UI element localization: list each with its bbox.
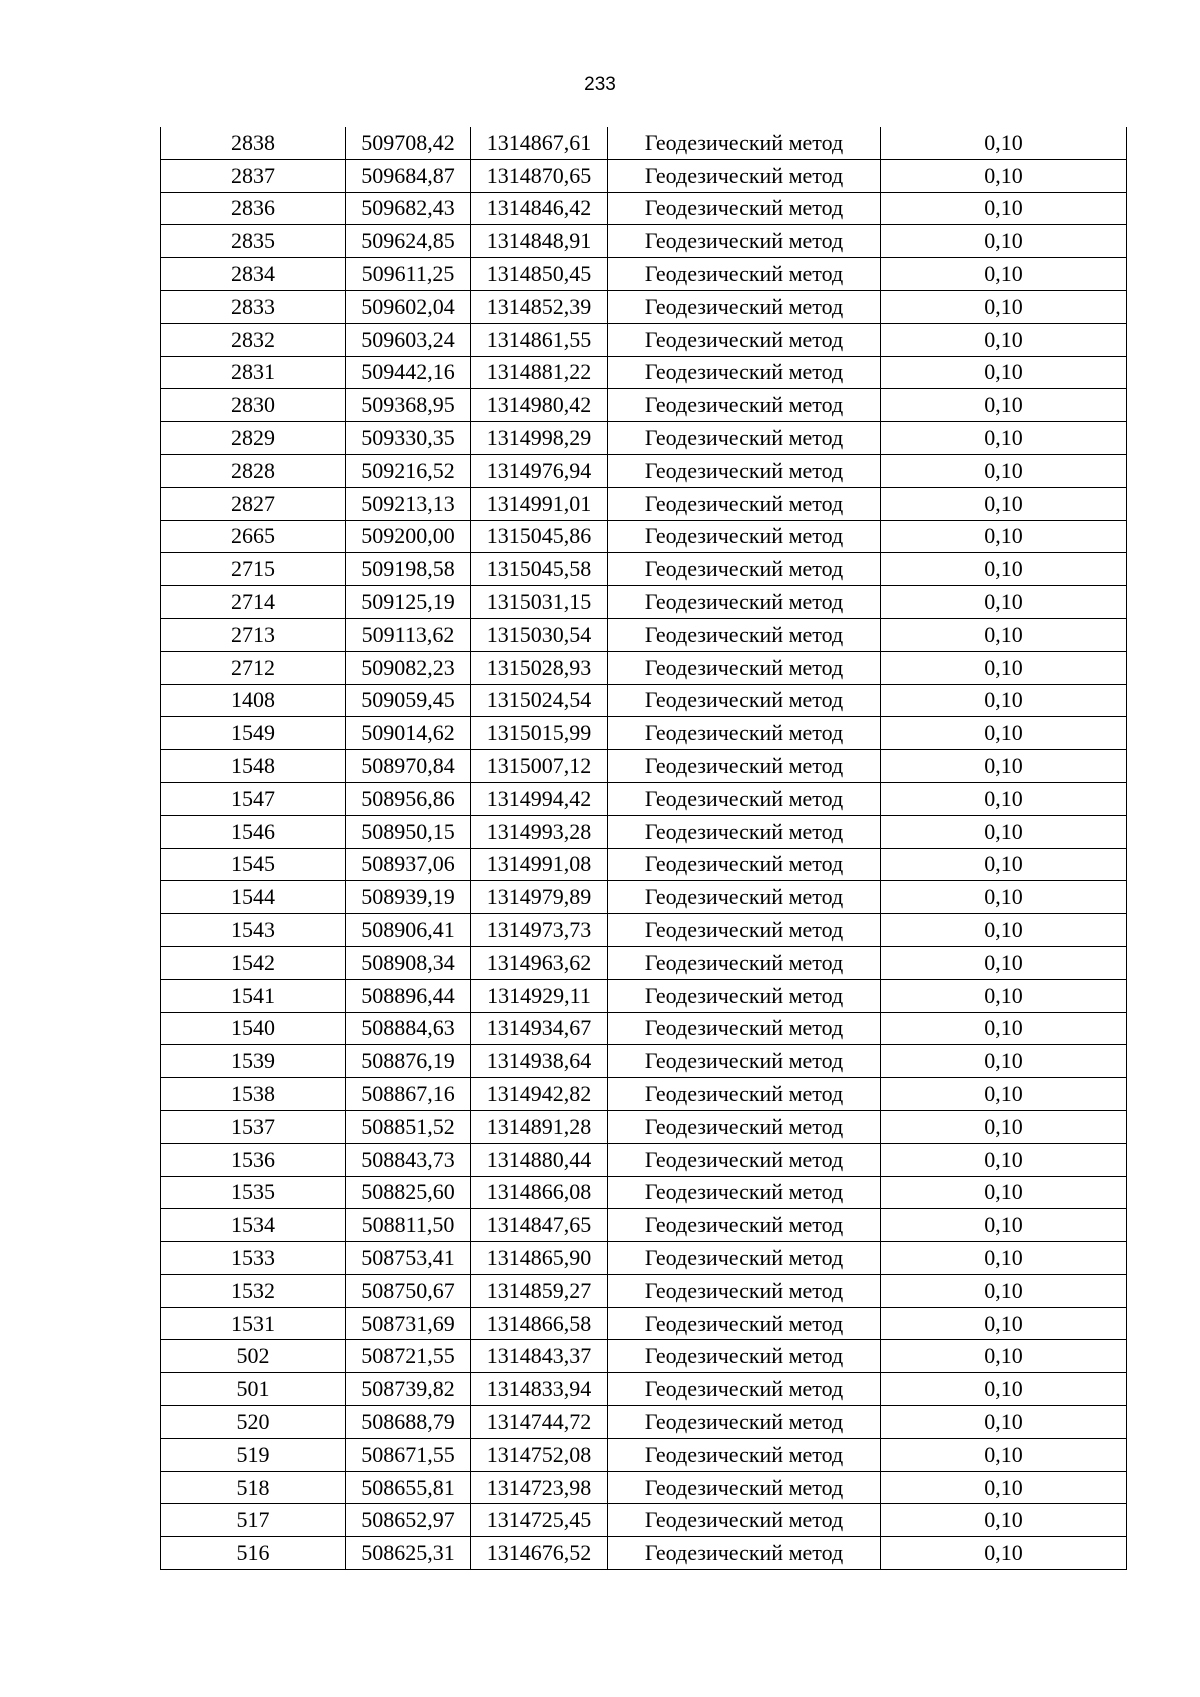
y-coordinate-cell: 1314998,29 xyxy=(471,422,608,455)
method-cell: Геодезический метод xyxy=(608,553,881,586)
y-coordinate-cell: 1314942,82 xyxy=(471,1078,608,1111)
x-coordinate-cell: 508843,73 xyxy=(346,1143,471,1176)
y-coordinate-cell: 1315030,54 xyxy=(471,618,608,651)
accuracy-cell: 0,10 xyxy=(881,1438,1127,1471)
x-coordinate-cell: 508655,81 xyxy=(346,1471,471,1504)
table-row xyxy=(161,454,1127,487)
y-coordinate-cell: 1314991,01 xyxy=(471,487,608,520)
y-coordinate-cell: 1315031,15 xyxy=(471,586,608,619)
y-coordinate-cell: 1314880,44 xyxy=(471,1143,608,1176)
y-coordinate-cell: 1314934,67 xyxy=(471,1012,608,1045)
method-cell: Геодезический метод xyxy=(608,782,881,815)
accuracy-cell: 0,10 xyxy=(881,520,1127,553)
y-coordinate-cell: 1314676,52 xyxy=(471,1537,608,1570)
point-number-cell: 1535 xyxy=(161,1176,346,1209)
method-cell: Геодезический метод xyxy=(608,192,881,225)
y-coordinate-cell: 1314963,62 xyxy=(471,946,608,979)
x-coordinate-cell: 509216,52 xyxy=(346,454,471,487)
accuracy-cell: 0,10 xyxy=(881,290,1127,323)
accuracy-cell: 0,10 xyxy=(881,946,1127,979)
y-coordinate-cell: 1314850,45 xyxy=(471,258,608,291)
method-cell: Геодезический метод xyxy=(608,1438,881,1471)
point-number-cell: 1539 xyxy=(161,1045,346,1078)
x-coordinate-cell: 508956,86 xyxy=(346,782,471,815)
point-number-cell: 501 xyxy=(161,1373,346,1406)
x-coordinate-cell: 509624,85 xyxy=(346,225,471,258)
table-row xyxy=(161,1012,1127,1045)
method-cell: Геодезический метод xyxy=(608,1340,881,1373)
method-cell: Геодезический метод xyxy=(608,684,881,717)
accuracy-cell: 0,10 xyxy=(881,1373,1127,1406)
method-cell: Геодезический метод xyxy=(608,881,881,914)
y-coordinate-cell: 1314852,39 xyxy=(471,290,608,323)
y-coordinate-cell: 1314993,28 xyxy=(471,815,608,848)
table-row xyxy=(161,684,1127,717)
accuracy-cell: 0,10 xyxy=(881,1274,1127,1307)
table-row xyxy=(161,1504,1127,1537)
x-coordinate-cell: 509059,45 xyxy=(346,684,471,717)
point-number-cell: 518 xyxy=(161,1471,346,1504)
x-coordinate-cell: 508721,55 xyxy=(346,1340,471,1373)
method-cell: Геодезический метод xyxy=(608,323,881,356)
y-coordinate-cell: 1314723,98 xyxy=(471,1471,608,1504)
point-number-cell: 517 xyxy=(161,1504,346,1537)
table-row xyxy=(161,422,1127,455)
method-cell: Геодезический метод xyxy=(608,1078,881,1111)
y-coordinate-cell: 1314994,42 xyxy=(471,782,608,815)
point-number-cell: 1408 xyxy=(161,684,346,717)
y-coordinate-cell: 1315015,99 xyxy=(471,717,608,750)
table-row xyxy=(161,750,1127,783)
table-row xyxy=(161,487,1127,520)
point-number-cell: 1546 xyxy=(161,815,346,848)
method-cell: Геодезический метод xyxy=(608,1110,881,1143)
y-coordinate-cell: 1314866,08 xyxy=(471,1176,608,1209)
method-cell: Геодезический метод xyxy=(608,520,881,553)
accuracy-cell: 0,10 xyxy=(881,1406,1127,1439)
table-row xyxy=(161,1143,1127,1176)
method-cell: Геодезический метод xyxy=(608,389,881,422)
table-row xyxy=(161,1045,1127,1078)
accuracy-cell: 0,10 xyxy=(881,389,1127,422)
accuracy-cell: 0,10 xyxy=(881,1242,1127,1275)
point-number-cell: 516 xyxy=(161,1537,346,1570)
table-row xyxy=(161,1373,1127,1406)
method-cell: Геодезический метод xyxy=(608,1045,881,1078)
point-number-cell: 520 xyxy=(161,1406,346,1439)
accuracy-cell: 0,10 xyxy=(881,127,1127,159)
method-cell: Геодезический метод xyxy=(608,258,881,291)
table-row xyxy=(161,1176,1127,1209)
point-number-cell: 2828 xyxy=(161,454,346,487)
x-coordinate-cell: 509684,87 xyxy=(346,159,471,192)
accuracy-cell: 0,10 xyxy=(881,684,1127,717)
method-cell: Геодезический метод xyxy=(608,1471,881,1504)
method-cell: Геодезический метод xyxy=(608,618,881,651)
accuracy-cell: 0,10 xyxy=(881,225,1127,258)
accuracy-cell: 0,10 xyxy=(881,1012,1127,1045)
y-coordinate-cell: 1314979,89 xyxy=(471,881,608,914)
table-row xyxy=(161,1406,1127,1439)
point-number-cell: 2835 xyxy=(161,225,346,258)
method-cell: Геодезический метод xyxy=(608,1012,881,1045)
method-cell: Геодезический метод xyxy=(608,225,881,258)
x-coordinate-cell: 508753,41 xyxy=(346,1242,471,1275)
y-coordinate-cell: 1314833,94 xyxy=(471,1373,608,1406)
accuracy-cell: 0,10 xyxy=(881,1110,1127,1143)
point-number-cell: 1543 xyxy=(161,914,346,947)
coordinates-table xyxy=(160,127,1127,1570)
method-cell: Геодезический метод xyxy=(608,159,881,192)
accuracy-cell: 0,10 xyxy=(881,717,1127,750)
method-cell: Геодезический метод xyxy=(608,127,881,159)
x-coordinate-cell: 509708,42 xyxy=(346,127,471,159)
method-cell: Геодезический метод xyxy=(608,1209,881,1242)
accuracy-cell: 0,10 xyxy=(881,914,1127,947)
x-coordinate-cell: 509602,04 xyxy=(346,290,471,323)
table-row xyxy=(161,848,1127,881)
accuracy-cell: 0,10 xyxy=(881,1078,1127,1111)
point-number-cell: 1541 xyxy=(161,979,346,1012)
x-coordinate-cell: 508671,55 xyxy=(346,1438,471,1471)
accuracy-cell: 0,10 xyxy=(881,1209,1127,1242)
point-number-cell: 2665 xyxy=(161,520,346,553)
table-row xyxy=(161,1307,1127,1340)
y-coordinate-cell: 1315007,12 xyxy=(471,750,608,783)
table-row xyxy=(161,717,1127,750)
point-number-cell: 2838 xyxy=(161,127,346,159)
x-coordinate-cell: 508825,60 xyxy=(346,1176,471,1209)
point-number-cell: 2830 xyxy=(161,389,346,422)
y-coordinate-cell: 1314843,37 xyxy=(471,1340,608,1373)
table-row xyxy=(161,553,1127,586)
table-row xyxy=(161,782,1127,815)
page-number: 233 xyxy=(584,74,616,95)
y-coordinate-cell: 1314866,58 xyxy=(471,1307,608,1340)
method-cell: Геодезический метод xyxy=(608,487,881,520)
y-coordinate-cell: 1315045,86 xyxy=(471,520,608,553)
x-coordinate-cell: 509611,25 xyxy=(346,258,471,291)
accuracy-cell: 0,10 xyxy=(881,487,1127,520)
table-row xyxy=(161,1242,1127,1275)
method-cell: Геодезический метод xyxy=(608,356,881,389)
y-coordinate-cell: 1314867,61 xyxy=(471,127,608,159)
accuracy-cell: 0,10 xyxy=(881,750,1127,783)
method-cell: Геодезический метод xyxy=(608,717,881,750)
x-coordinate-cell: 509125,19 xyxy=(346,586,471,619)
method-cell: Геодезический метод xyxy=(608,290,881,323)
x-coordinate-cell: 509442,16 xyxy=(346,356,471,389)
accuracy-cell: 0,10 xyxy=(881,651,1127,684)
x-coordinate-cell: 509014,62 xyxy=(346,717,471,750)
table-row xyxy=(161,881,1127,914)
point-number-cell: 2712 xyxy=(161,651,346,684)
y-coordinate-cell: 1314848,91 xyxy=(471,225,608,258)
y-coordinate-cell: 1314861,55 xyxy=(471,323,608,356)
x-coordinate-cell: 508731,69 xyxy=(346,1307,471,1340)
y-coordinate-cell: 1314929,11 xyxy=(471,979,608,1012)
point-number-cell: 2713 xyxy=(161,618,346,651)
point-number-cell: 1540 xyxy=(161,1012,346,1045)
table-row xyxy=(161,1078,1127,1111)
point-number-cell: 2834 xyxy=(161,258,346,291)
x-coordinate-cell: 508625,31 xyxy=(346,1537,471,1570)
x-coordinate-cell: 508867,16 xyxy=(346,1078,471,1111)
coordinates-table-body xyxy=(161,127,1127,1570)
method-cell: Геодезический метод xyxy=(608,1176,881,1209)
x-coordinate-cell: 508851,52 xyxy=(346,1110,471,1143)
method-cell: Геодезический метод xyxy=(608,1307,881,1340)
method-cell: Геодезический метод xyxy=(608,946,881,979)
x-coordinate-cell: 508906,41 xyxy=(346,914,471,947)
point-number-cell: 2829 xyxy=(161,422,346,455)
x-coordinate-cell: 509603,24 xyxy=(346,323,471,356)
accuracy-cell: 0,10 xyxy=(881,1143,1127,1176)
method-cell: Геодезический метод xyxy=(608,422,881,455)
point-number-cell: 1548 xyxy=(161,750,346,783)
y-coordinate-cell: 1314881,22 xyxy=(471,356,608,389)
accuracy-cell: 0,10 xyxy=(881,782,1127,815)
point-number-cell: 1545 xyxy=(161,848,346,881)
point-number-cell: 2827 xyxy=(161,487,346,520)
accuracy-cell: 0,10 xyxy=(881,881,1127,914)
accuracy-cell: 0,10 xyxy=(881,1471,1127,1504)
accuracy-cell: 0,10 xyxy=(881,323,1127,356)
table-row xyxy=(161,946,1127,979)
method-cell: Геодезический метод xyxy=(608,979,881,1012)
point-number-cell: 2714 xyxy=(161,586,346,619)
y-coordinate-cell: 1314980,42 xyxy=(471,389,608,422)
point-number-cell: 2715 xyxy=(161,553,346,586)
x-coordinate-cell: 508950,15 xyxy=(346,815,471,848)
method-cell: Геодезический метод xyxy=(608,1406,881,1439)
method-cell: Геодезический метод xyxy=(608,1537,881,1570)
method-cell: Геодезический метод xyxy=(608,914,881,947)
accuracy-cell: 0,10 xyxy=(881,1176,1127,1209)
method-cell: Геодезический метод xyxy=(608,454,881,487)
x-coordinate-cell: 509213,13 xyxy=(346,487,471,520)
point-number-cell: 1542 xyxy=(161,946,346,979)
table-row xyxy=(161,979,1127,1012)
table-row xyxy=(161,323,1127,356)
point-number-cell: 519 xyxy=(161,1438,346,1471)
table-row xyxy=(161,586,1127,619)
y-coordinate-cell: 1315045,58 xyxy=(471,553,608,586)
method-cell: Геодезический метод xyxy=(608,1143,881,1176)
accuracy-cell: 0,10 xyxy=(881,586,1127,619)
point-number-cell: 1544 xyxy=(161,881,346,914)
y-coordinate-cell: 1314938,64 xyxy=(471,1045,608,1078)
accuracy-cell: 0,10 xyxy=(881,159,1127,192)
y-coordinate-cell: 1314744,72 xyxy=(471,1406,608,1439)
y-coordinate-cell: 1314870,65 xyxy=(471,159,608,192)
accuracy-cell: 0,10 xyxy=(881,454,1127,487)
method-cell: Геодезический метод xyxy=(608,586,881,619)
table-row xyxy=(161,159,1127,192)
method-cell: Геодезический метод xyxy=(608,750,881,783)
table-row xyxy=(161,1471,1127,1504)
point-number-cell: 2833 xyxy=(161,290,346,323)
table-row xyxy=(161,1438,1127,1471)
accuracy-cell: 0,10 xyxy=(881,1504,1127,1537)
y-coordinate-cell: 1314973,73 xyxy=(471,914,608,947)
table-row xyxy=(161,1537,1127,1570)
x-coordinate-cell: 508970,84 xyxy=(346,750,471,783)
point-number-cell: 2837 xyxy=(161,159,346,192)
method-cell: Геодезический метод xyxy=(608,815,881,848)
accuracy-cell: 0,10 xyxy=(881,1045,1127,1078)
table-row xyxy=(161,258,1127,291)
x-coordinate-cell: 509113,62 xyxy=(346,618,471,651)
x-coordinate-cell: 509368,95 xyxy=(346,389,471,422)
table-row xyxy=(161,1209,1127,1242)
point-number-cell: 1547 xyxy=(161,782,346,815)
point-number-cell: 1537 xyxy=(161,1110,346,1143)
point-number-cell: 2831 xyxy=(161,356,346,389)
point-number-cell: 1538 xyxy=(161,1078,346,1111)
table-row xyxy=(161,192,1127,225)
y-coordinate-cell: 1314752,08 xyxy=(471,1438,608,1471)
table-row xyxy=(161,815,1127,848)
table-row xyxy=(161,651,1127,684)
x-coordinate-cell: 508896,44 xyxy=(346,979,471,1012)
x-coordinate-cell: 509082,23 xyxy=(346,651,471,684)
accuracy-cell: 0,10 xyxy=(881,1340,1127,1373)
y-coordinate-cell: 1315024,54 xyxy=(471,684,608,717)
method-cell: Геодезический метод xyxy=(608,1242,881,1275)
method-cell: Геодезический метод xyxy=(608,848,881,881)
x-coordinate-cell: 509330,35 xyxy=(346,422,471,455)
y-coordinate-cell: 1314725,45 xyxy=(471,1504,608,1537)
point-number-cell: 2836 xyxy=(161,192,346,225)
accuracy-cell: 0,10 xyxy=(881,258,1127,291)
y-coordinate-cell: 1314859,27 xyxy=(471,1274,608,1307)
point-number-cell: 1533 xyxy=(161,1242,346,1275)
table-row xyxy=(161,618,1127,651)
x-coordinate-cell: 509198,58 xyxy=(346,553,471,586)
x-coordinate-cell: 509682,43 xyxy=(346,192,471,225)
y-coordinate-cell: 1315028,93 xyxy=(471,651,608,684)
accuracy-cell: 0,10 xyxy=(881,1537,1127,1570)
table-row xyxy=(161,520,1127,553)
table-row xyxy=(161,356,1127,389)
accuracy-cell: 0,10 xyxy=(881,553,1127,586)
method-cell: Геодезический метод xyxy=(608,1373,881,1406)
x-coordinate-cell: 509200,00 xyxy=(346,520,471,553)
table-row xyxy=(161,1340,1127,1373)
method-cell: Геодезический метод xyxy=(608,651,881,684)
accuracy-cell: 0,10 xyxy=(881,848,1127,881)
x-coordinate-cell: 508937,06 xyxy=(346,848,471,881)
table-row xyxy=(161,389,1127,422)
method-cell: Геодезический метод xyxy=(608,1504,881,1537)
x-coordinate-cell: 508750,67 xyxy=(346,1274,471,1307)
table-row xyxy=(161,225,1127,258)
point-number-cell: 1532 xyxy=(161,1274,346,1307)
table-row xyxy=(161,914,1127,947)
x-coordinate-cell: 508811,50 xyxy=(346,1209,471,1242)
accuracy-cell: 0,10 xyxy=(881,618,1127,651)
point-number-cell: 1531 xyxy=(161,1307,346,1340)
point-number-cell: 1536 xyxy=(161,1143,346,1176)
table-row xyxy=(161,1110,1127,1143)
table-row xyxy=(161,290,1127,323)
accuracy-cell: 0,10 xyxy=(881,1307,1127,1340)
point-number-cell: 2832 xyxy=(161,323,346,356)
x-coordinate-cell: 508688,79 xyxy=(346,1406,471,1439)
y-coordinate-cell: 1314865,90 xyxy=(471,1242,608,1275)
x-coordinate-cell: 508884,63 xyxy=(346,1012,471,1045)
table-row xyxy=(161,127,1127,159)
x-coordinate-cell: 508939,19 xyxy=(346,881,471,914)
y-coordinate-cell: 1314847,65 xyxy=(471,1209,608,1242)
x-coordinate-cell: 508652,97 xyxy=(346,1504,471,1537)
point-number-cell: 1549 xyxy=(161,717,346,750)
y-coordinate-cell: 1314891,28 xyxy=(471,1110,608,1143)
x-coordinate-cell: 508739,82 xyxy=(346,1373,471,1406)
method-cell: Геодезический метод xyxy=(608,1274,881,1307)
table-row xyxy=(161,1274,1127,1307)
y-coordinate-cell: 1314846,42 xyxy=(471,192,608,225)
accuracy-cell: 0,10 xyxy=(881,422,1127,455)
y-coordinate-cell: 1314991,08 xyxy=(471,848,608,881)
accuracy-cell: 0,10 xyxy=(881,192,1127,225)
x-coordinate-cell: 508908,34 xyxy=(346,946,471,979)
point-number-cell: 502 xyxy=(161,1340,346,1373)
y-coordinate-cell: 1314976,94 xyxy=(471,454,608,487)
accuracy-cell: 0,10 xyxy=(881,356,1127,389)
accuracy-cell: 0,10 xyxy=(881,815,1127,848)
point-number-cell: 1534 xyxy=(161,1209,346,1242)
x-coordinate-cell: 508876,19 xyxy=(346,1045,471,1078)
accuracy-cell: 0,10 xyxy=(881,979,1127,1012)
